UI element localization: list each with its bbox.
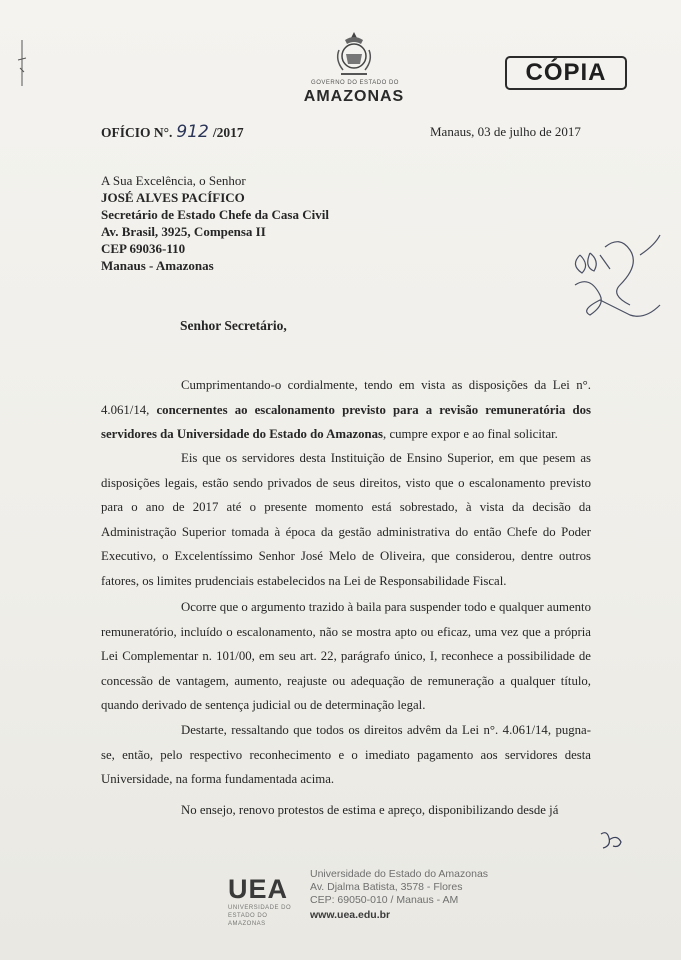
paragraph-1-bold: concernentes ao escalonamento previsto para a revisão remuneratória dos servidores da Universidade do Estado do Amazonas [101, 402, 592, 441]
receipt-signature [560, 225, 670, 325]
paragraph-5-text: No ensejo, renovo protestos de estima e apreço, disponibilizando desde já [181, 803, 559, 817]
paragraph-1 [101, 373, 591, 447]
paragraph-1-text-b: , cumpre expor e ao final solicitar. [383, 427, 558, 441]
paragraph-3-text: Ocorre que o argumento trazido à baila para suspender todo e qualquer aumento remuneratório, incluído o escalonamento, não se mostra apto ou eficaz, uma vez que a própria Lei Complementar n. 101/00, em seu art. 22, parágrafo único, I, reconhece a possibilidade de concessão de vantagem, aumento, reajuste ou adequação de remuneração a qualquer título, quando derivado de sentença judicial ou de determinação legal. [101, 600, 591, 712]
addressee-cep: CEP 69036-110 [101, 241, 186, 256]
government-label: GOVERNO DO ESTADO DO [311, 80, 399, 86]
addressee-title: Secretário de Estado Chefe da Casa Civil [101, 207, 329, 222]
oficio-number [101, 122, 244, 142]
paragraph-3 [101, 595, 591, 718]
footer-institution: Universidade do Estado do Amazonas [310, 868, 489, 880]
paragraph-5 [101, 798, 591, 823]
paragraph-4 [101, 718, 591, 792]
document-date: Manaus, 03 de julho de 2017 [430, 124, 581, 139]
addressee-salutation: A Sua Excelência, o Senhor [101, 173, 246, 188]
addressee-city: Manaus - Amazonas [101, 258, 214, 273]
addressee-street: Av. Brasil, 3925, Compensa II [101, 224, 266, 239]
footer-cep: CEP: 69050-010 / Manaus - AM [310, 894, 459, 906]
coat-of-arms-icon [333, 30, 375, 80]
greeting: Senhor Secretário, [180, 318, 287, 333]
paragraph-4-text: Destarte, ressaltando que todos os direitos advêm da Lei n°. 4.061/14, pugna-se, então, pelo respectivo reconhecimento e o imediato pagamento aos servidores desta Universidade, na forma fundamentada acima. [101, 723, 591, 786]
oficio-suffix: /2017 [212, 125, 244, 140]
oficio-prefix: OFÍCIO N°. [101, 125, 173, 140]
margin-mark [12, 38, 32, 88]
uea-logo-subtitle: UNIVERSIDADE DO ESTADO DO AMAZONAS [228, 905, 292, 927]
oficio-handwritten-number: 912 [176, 122, 209, 142]
addressee-name: JOSÉ ALVES PACÍFICO [101, 190, 245, 205]
paragraph-2-text: Eis que os servidores desta Instituição de Ensino Superior, em que pesem as disposições legais, estão sendo privados de seus direitos, visto que o escalonamento previsto para o ano de 2017 até o presente momento está sobrestado, à vista da decisão da Administração Superior tomada à época da gestão administrativa do então Chefe do Poder Executivo, o Excelentíssimo Senhor José Melo de Oliveira, que considerou, dentre outros fatores, os limites prudenciais estabelecidos na Lei de Responsabilidade Fiscal. [101, 451, 591, 588]
footer-address: Av. Djalma Batista, 3578 - Flores [310, 881, 463, 893]
footer-website[interactable]: www.uea.edu.br [310, 909, 391, 921]
handwritten-initials [597, 828, 625, 852]
state-name: AMAZONAS [303, 88, 405, 105]
uea-logo: UEA [228, 874, 289, 904]
copy-stamp: CÓPIA [505, 56, 627, 90]
paragraph-1-text-a: Cumprimentando-o cordialmente, tendo em vista as disposições da Lei n°. 4.061/14, [101, 378, 591, 417]
paragraph-2 [101, 446, 591, 593]
